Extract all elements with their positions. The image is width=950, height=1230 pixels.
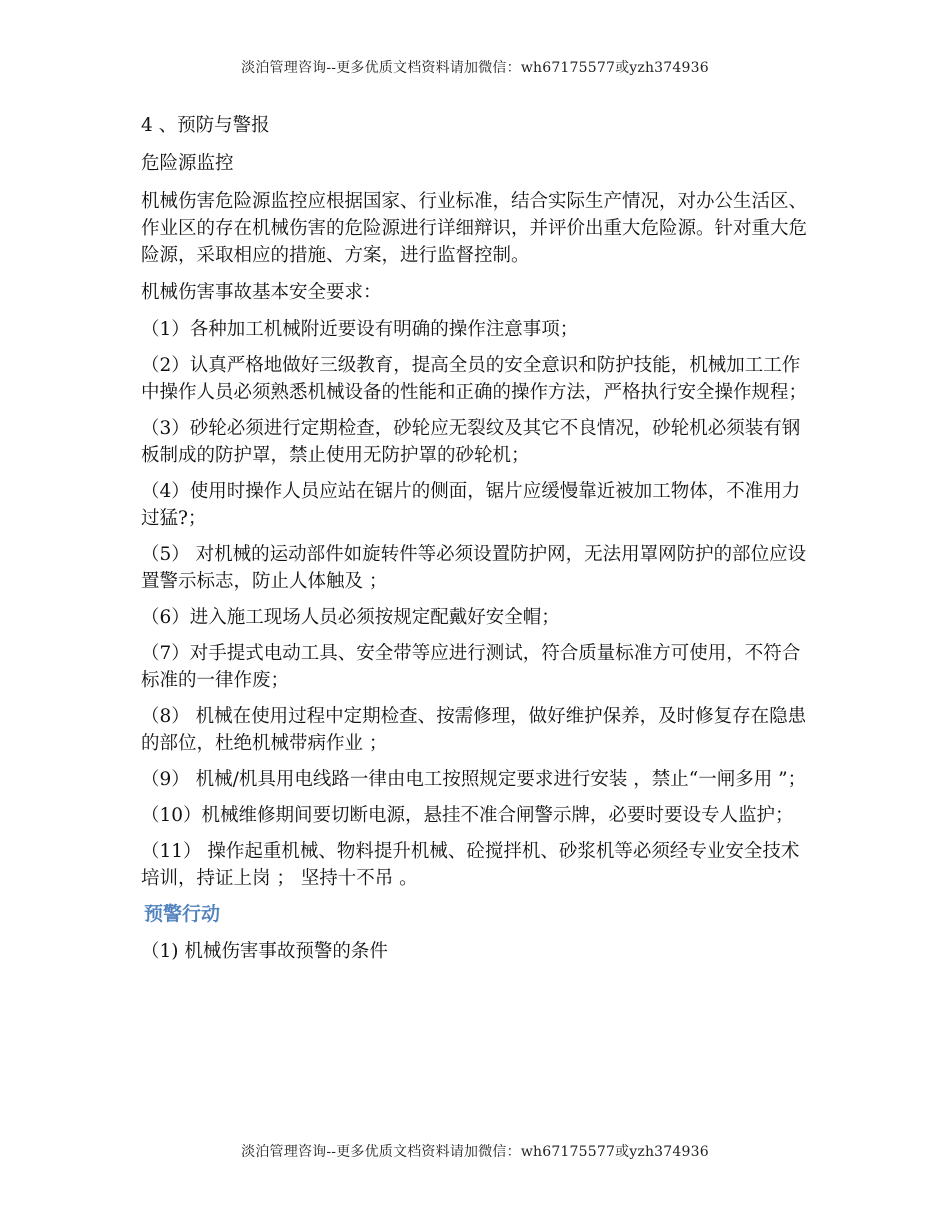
- requirement-item: （1）各种加工机械附近要设有明确的操作注意事项；: [141, 319, 579, 340]
- requirements-title: 机械伤害事故基本安全要求：: [141, 282, 382, 303]
- subsection-title: 危险源监控: [141, 153, 234, 174]
- requirement-item: （9） 机械/机具用电线路一律由电工按照规定要求进行安装 ，禁止“一闸多用 ”；: [141, 769, 807, 790]
- page-header: 淡泊管理咨询--更多优质文档资料请加微信：wh67175577或yzh374936: [241, 60, 709, 76]
- warning-item: （1) 机械伤害事故预警的条件: [141, 941, 388, 962]
- requirement-item: （4）使用时操作人员应站在锯片的侧面，锯片应缓慢靠近被加工物体，不准用力过猛?；: [141, 481, 801, 529]
- warning-action-title: 预警行动: [144, 903, 221, 925]
- requirement-item: （5） 对机械的运动部件如旋转件等必须设置防护网，无法用罩网防护的部位应设置警示标志，防止人体触及 ；: [141, 544, 807, 592]
- intro-paragraph: 机械伤害危险源监控应根据国家、行业标准，结合实际生产情况，对办公生活区、作业区的存在机械伤害的危险源进行详细辩识，并评价出重大危险源。针对重大危险源，采取相应的措施、方案，进行监督控制。: [141, 191, 808, 266]
- requirement-item: （7）对手提式电动工具、安全带等应进行测试，符合质量标准方可使用，不符合标准的一律作废；: [141, 643, 801, 691]
- document-body: [141, 112, 809, 975]
- requirement-item: （2）认真严格地做好三级教育，提高全员的安全意识和防护技能，机械加工工作中操作人员必须熟悉机械设备的性能和正确的操作方法，严格执行安全操作规程；: [141, 355, 808, 403]
- requirement-item: （11） 操作起重机械、物料提升机械、砼搅拌机、砂浆机等必须经专业安全技术培训，持证上岗 ； 坚持十不吊 。: [141, 841, 800, 889]
- section-title: 4 、预防与警报: [141, 115, 270, 136]
- requirement-item: （8） 机械在使用过程中定期检查、按需修理，做好维护保养，及时修复存在隐患的部位，杜绝机械带病作业 ；: [141, 706, 807, 754]
- page-footer: 淡泊管理咨询--更多优质文档资料请加微信：wh67175577或yzh374936: [241, 1144, 709, 1160]
- requirement-item: （10）机械维修期间要切断电源，悬挂不准合闸警示牌，必要时要设专人监护；: [141, 805, 794, 826]
- requirement-item: （6）进入施工现场人员必须按规定配戴好安全帽；: [141, 607, 560, 628]
- requirement-item: （3）砂轮必须进行定期检查，砂轮应无裂纹及其它不良情况，砂轮机必须装有钢板制成的防护罩，禁止使用无防护罩的砂轮机；: [141, 418, 801, 466]
